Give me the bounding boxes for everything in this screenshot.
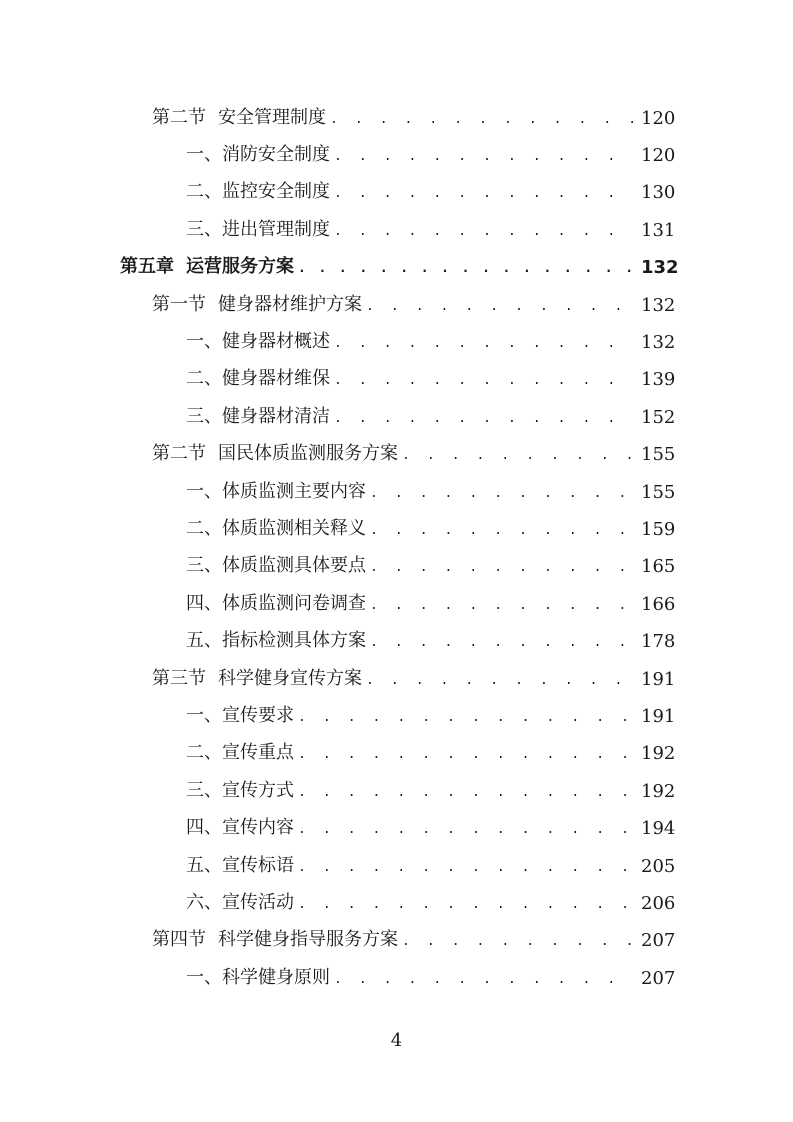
toc-entry-lead xyxy=(186,593,641,617)
toc-entry-item[interactable] xyxy=(0,362,793,399)
toc-entry-page: 194 xyxy=(641,818,676,840)
dot-leader xyxy=(370,557,635,579)
toc-entry-item[interactable] xyxy=(0,698,793,735)
dot-leader xyxy=(298,894,635,916)
toc-entry-item[interactable] xyxy=(0,586,793,623)
toc-entry-title: 四、宣传内容 xyxy=(186,817,294,839)
toc-entry-lead xyxy=(120,256,641,280)
dot-leader xyxy=(298,744,635,766)
dot-leader xyxy=(334,146,635,168)
toc-entry-title: 二、监控安全制度 xyxy=(186,181,330,203)
toc-entry-page: 206 xyxy=(641,892,676,914)
toc-entry-page: 165 xyxy=(641,556,676,578)
toc-entry-page: 152 xyxy=(641,406,676,428)
dot-leader xyxy=(334,183,635,205)
toc-entry-title: 运营服务方案 xyxy=(186,256,294,278)
toc-entry-title: 五、指标检测具体方案 xyxy=(186,630,366,652)
toc-entry-item[interactable] xyxy=(0,324,793,361)
dot-leader xyxy=(334,969,635,991)
toc-entry-page: 191 xyxy=(641,705,676,727)
toc-entry-page: 159 xyxy=(641,518,676,540)
toc-entry-item[interactable] xyxy=(0,960,793,997)
toc-entry-page: 130 xyxy=(641,182,676,204)
toc-entry-page: 120 xyxy=(641,145,676,167)
toc-entry-prefix: 第二节 xyxy=(152,106,206,128)
toc-entry-lead xyxy=(186,742,641,766)
toc-entry-page: 155 xyxy=(641,481,676,503)
toc-entry-lead xyxy=(186,518,641,542)
dot-leader xyxy=(370,483,635,505)
dot-leader xyxy=(402,931,635,953)
dot-leader xyxy=(334,221,635,243)
toc-entry-page: 207 xyxy=(641,967,676,989)
table-of-contents xyxy=(0,100,793,997)
toc-entry-section[interactable] xyxy=(0,661,793,698)
toc-entry-page: 131 xyxy=(641,219,676,241)
toc-entry-page: 132 xyxy=(641,332,676,354)
toc-entry-item[interactable] xyxy=(0,511,793,548)
toc-entry-title: 科学健身指导服务方案 xyxy=(218,929,398,951)
toc-entry-prefix: 第四节 xyxy=(152,929,206,951)
dot-leader xyxy=(298,819,635,841)
toc-entry-item[interactable] xyxy=(0,137,793,174)
toc-entry-lead xyxy=(152,929,641,953)
toc-entry-lead xyxy=(186,181,641,205)
toc-entry-page: 207 xyxy=(641,930,676,952)
toc-entry-title: 二、健身器材维保 xyxy=(186,368,330,390)
toc-entry-lead xyxy=(186,892,641,916)
toc-entry-lead xyxy=(186,630,641,654)
toc-entry-chapter[interactable] xyxy=(0,250,793,287)
toc-entry-lead xyxy=(152,294,641,318)
toc-entry-item[interactable] xyxy=(0,175,793,212)
dot-leader xyxy=(366,296,635,318)
toc-entry-item[interactable] xyxy=(0,623,793,660)
dot-leader xyxy=(370,632,635,654)
toc-entry-lead xyxy=(152,668,641,692)
toc-entry-page: 192 xyxy=(641,743,676,765)
toc-entry-lead xyxy=(186,555,641,579)
dot-leader xyxy=(366,670,635,692)
toc-entry-title: 健身器材维护方案 xyxy=(218,293,362,315)
toc-entry-page: 120 xyxy=(641,107,676,129)
toc-entry-title: 三、进出管理制度 xyxy=(186,218,330,240)
toc-entry-page: 205 xyxy=(641,855,676,877)
toc-entry-item[interactable] xyxy=(0,212,793,249)
toc-entry-lead xyxy=(186,481,641,505)
toc-entry-prefix: 第五章 xyxy=(120,256,174,278)
dot-leader xyxy=(402,445,635,467)
page-number: 4 xyxy=(390,1030,403,1051)
toc-entry-title: 二、体质监测相关释义 xyxy=(186,517,366,539)
toc-entry-title: 二、宣传重点 xyxy=(186,742,294,764)
toc-entry-page: 132 xyxy=(641,257,679,279)
toc-entry-page: 192 xyxy=(641,780,676,802)
toc-entry-title: 一、健身器材概述 xyxy=(186,331,330,353)
toc-entry-prefix: 第一节 xyxy=(152,293,206,315)
toc-entry-lead xyxy=(152,107,641,131)
toc-entry-lead xyxy=(152,443,641,467)
toc-entry-title: 一、科学健身原则 xyxy=(186,966,330,988)
toc-entry-title: 三、体质监测具体要点 xyxy=(186,555,366,577)
toc-entry-section[interactable] xyxy=(0,287,793,324)
toc-entry-title: 三、宣传方式 xyxy=(186,779,294,801)
toc-entry-item[interactable] xyxy=(0,549,793,586)
toc-entry-lead xyxy=(186,144,641,168)
toc-entry-item[interactable] xyxy=(0,885,793,922)
toc-entry-title: 六、宣传活动 xyxy=(186,891,294,913)
toc-entry-lead xyxy=(186,780,641,804)
dot-leader xyxy=(334,370,635,392)
dot-leader xyxy=(330,109,635,131)
toc-entry-title: 一、体质监测主要内容 xyxy=(186,480,366,502)
toc-entry-lead xyxy=(186,967,641,991)
toc-entry-page: 139 xyxy=(641,369,676,391)
dot-leader xyxy=(298,782,635,804)
toc-entry-lead xyxy=(186,817,641,841)
toc-entry-prefix: 第二节 xyxy=(152,443,206,465)
toc-entry-lead xyxy=(186,368,641,392)
dot-leader xyxy=(370,520,635,542)
dot-leader xyxy=(298,707,635,729)
toc-entry-title: 国民体质监测服务方案 xyxy=(218,443,398,465)
toc-entry-section[interactable] xyxy=(0,437,793,474)
toc-entry-section[interactable] xyxy=(0,923,793,960)
toc-entry-item[interactable] xyxy=(0,810,793,847)
dot-leader xyxy=(298,258,635,280)
dot-leader xyxy=(370,595,635,617)
toc-entry-item[interactable] xyxy=(0,848,793,885)
toc-entry-lead xyxy=(186,705,641,729)
toc-entry-lead xyxy=(186,219,641,243)
dot-leader xyxy=(298,857,635,879)
toc-entry-page: 155 xyxy=(641,444,676,466)
toc-entry-lead xyxy=(186,406,641,430)
toc-entry-page: 166 xyxy=(641,593,676,615)
toc-entry-item[interactable] xyxy=(0,474,793,511)
toc-entry-lead xyxy=(186,855,641,879)
toc-entry-title: 四、体质监测问卷调查 xyxy=(186,592,366,614)
toc-entry-page: 191 xyxy=(641,668,676,690)
dot-leader xyxy=(334,408,635,430)
toc-entry-title: 三、健身器材清洁 xyxy=(186,405,330,427)
toc-entry-title: 安全管理制度 xyxy=(218,106,326,128)
dot-leader xyxy=(334,333,635,355)
toc-entry-title: 科学健身宣传方案 xyxy=(218,667,362,689)
toc-entry-item[interactable] xyxy=(0,736,793,773)
toc-entry-prefix: 第三节 xyxy=(152,667,206,689)
toc-entry-item[interactable] xyxy=(0,399,793,436)
toc-entry-title: 一、消防安全制度 xyxy=(186,144,330,166)
toc-entry-page: 178 xyxy=(641,631,676,653)
toc-entry-lead xyxy=(186,331,641,355)
toc-entry-title: 一、宣传要求 xyxy=(186,704,294,726)
toc-entry-page: 132 xyxy=(641,294,676,316)
toc-entry-title: 五、宣传标语 xyxy=(186,854,294,876)
toc-entry-item[interactable] xyxy=(0,773,793,810)
toc-entry-section[interactable] xyxy=(0,100,793,137)
